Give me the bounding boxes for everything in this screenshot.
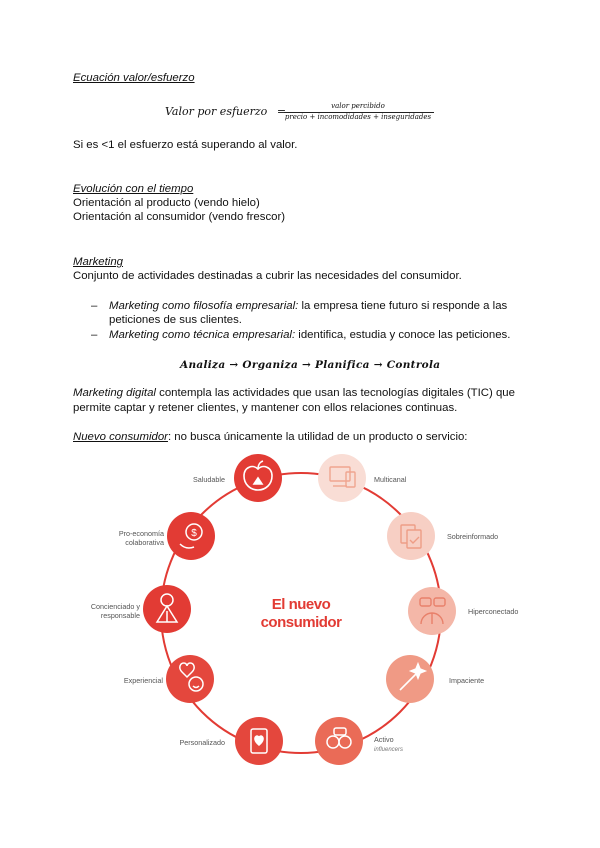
diagram-ring [161, 473, 441, 753]
label-concienciado [91, 602, 140, 620]
evolution-line-1: Orientación al producto (vendo hielo) [73, 197, 260, 209]
digital-line-2: permite captar y retener clientes, y mantener con ellos relaciones continuas. [73, 402, 458, 414]
node-activo [315, 717, 363, 765]
label-activo-sub: influencers [374, 747, 404, 753]
label-pro-economia-l1: Pro-economía [118, 529, 164, 538]
node-concienciado [143, 585, 191, 633]
label-activo-main: Activo [374, 735, 394, 744]
digital-text: contempla las actividades que usan las tecnologías digitales (TIC) que [155, 387, 515, 399]
bullet-dash-2: – [91, 329, 98, 341]
label-impaciente: Impaciente [449, 676, 485, 685]
bullet-1-cont: peticiones de sus clientes. [109, 314, 242, 326]
node-experiencial [166, 655, 214, 703]
new-consumer-term: Nuevo consumidor [73, 431, 168, 443]
heading-marketing: Marketing [73, 256, 124, 268]
formula-equals: = [276, 105, 287, 118]
heading-evolution: Evolución con el tiempo [73, 183, 194, 195]
node-saludable [234, 454, 282, 502]
marketing-process: Analiza → Organiza → Planifica → Controla [180, 359, 441, 371]
bullet-2 [109, 329, 510, 341]
bullet-2-text: identifica, estudia y conoce las peticiones. [295, 329, 511, 341]
formula-denominator: precio + incomodidades + inseguridades [284, 113, 432, 121]
digital-line-1 [73, 387, 515, 399]
diagram-center-line2: consumidor [260, 614, 342, 631]
svg-text:$: $ [191, 528, 197, 539]
label-personalizado: Personalizado [179, 738, 225, 747]
bullet-dash-1: – [91, 300, 98, 312]
evolution-line-2: Orientación al consumidor (vendo frescor) [73, 211, 286, 223]
label-saludable: Saludable [193, 475, 225, 484]
new-consumer-text: : no busca únicamente la utilidad de un producto o servicio: [167, 431, 468, 443]
label-experiencial: Experiencial [123, 676, 163, 685]
label-pro-economia [119, 529, 164, 547]
label-multicanal: Multicanal [374, 475, 407, 484]
label-activo [374, 735, 403, 755]
label-concienciado-l1: Concienciado y [90, 602, 140, 611]
marketing-definition: Conjunto de actividades destinadas a cubrir las necesidades del consumidor. [73, 270, 462, 282]
node-hiperconectado [408, 587, 456, 635]
label-concienciado-l2: responsable [100, 611, 140, 620]
node-sobreinformado [387, 512, 435, 560]
formula-numerator: valor percibido [331, 102, 385, 110]
bullet-1-text: la empresa tiene futuro si responde a las [298, 300, 508, 312]
diagram-center-line1: El nuevo [271, 596, 331, 613]
label-sobreinformado: Sobreinformado [447, 532, 499, 541]
node-multicanal [318, 454, 366, 502]
heading-value-effort: Ecuación valor/esfuerzo [73, 72, 195, 84]
node-impaciente [386, 655, 434, 703]
digital-term: Marketing digital [73, 387, 156, 399]
label-hiperconectado: Hiperconectado [468, 607, 519, 616]
node-personalizado [235, 717, 283, 765]
value-effort-note: Si es <1 el esfuerzo está superando al valor. [73, 139, 298, 151]
formula-lhs-text: Valor por esfuerzo [165, 105, 268, 118]
node-pro-economia [167, 512, 215, 560]
label-pro-economia-l2: colaborativa [125, 538, 164, 547]
bullet-2-term: Marketing como técnica empresarial: [109, 329, 296, 341]
formula-lhs [165, 105, 286, 118]
bullet-1-term: Marketing como filosofía empresarial: [109, 300, 299, 312]
bullet-1 [109, 300, 507, 312]
